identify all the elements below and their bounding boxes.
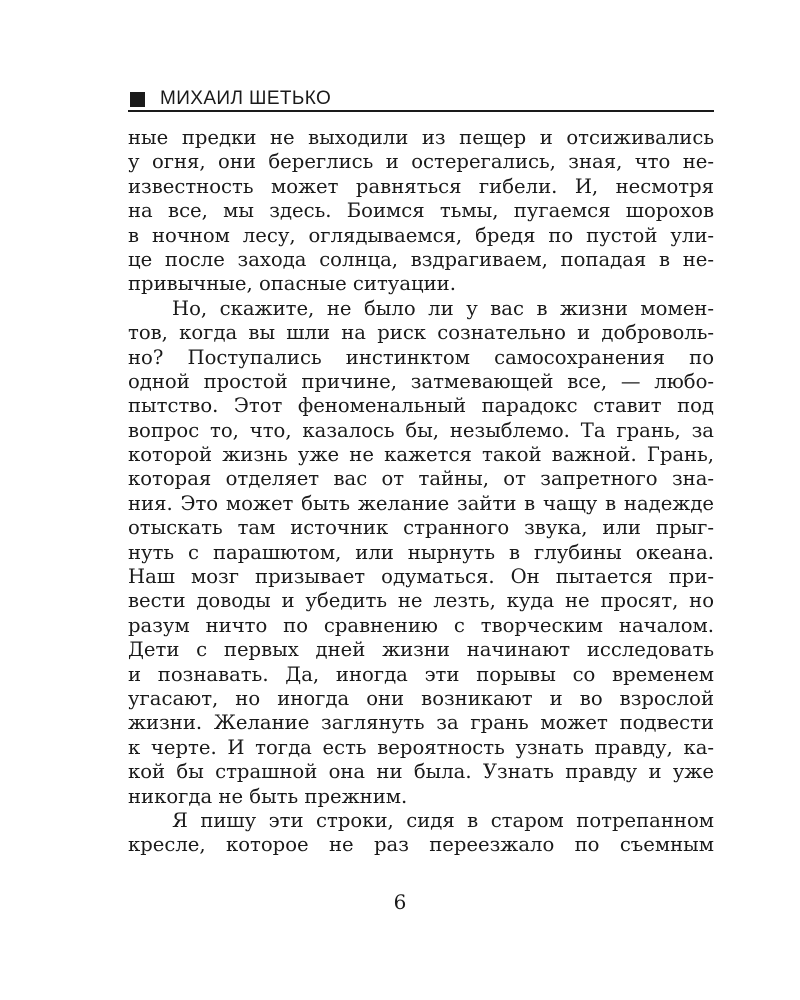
text-line: на все, мы здесь. Боимся тьмы, пугаемся шорохов: [128, 199, 714, 223]
text-line: никогда не быть прежним.: [128, 784, 408, 808]
text-line: Наш мозг призывает одуматься. Он пытается при-: [128, 565, 714, 589]
text-line: пытство. Этот феноменальный парадокс ставит под: [128, 394, 714, 418]
body-text: [128, 126, 714, 858]
text-line: Дети с первых дней жизни начинают исследовать: [128, 638, 714, 662]
text-line: которая отделяет вас от тайны, от запретного зна-: [128, 467, 714, 491]
author-name: МИХАИЛ ШЕТЬКО: [160, 88, 332, 109]
text-line: разум ничто по сравнению с творческим началом.: [128, 613, 714, 637]
text-line: Я пишу эти строки, сидя в старом потрепанном: [172, 808, 714, 832]
text-line: угасают, но иногда они возникают и во взрослой: [128, 686, 714, 710]
text-line: ния. Это может быть желание зайти в чащу в надежде: [128, 491, 714, 515]
text-line: у огня, они береглись и остерегались, зная, что не-: [128, 150, 714, 174]
text-line: кресле, которое не раз переезжало по съемным: [128, 833, 714, 857]
text-line: в ночном лесу, оглядываемся, бредя по пустой ули-: [128, 223, 714, 247]
text-line: вести доводы и убедить не лезть, куда не просят, но: [128, 589, 714, 613]
text-line: тов, когда вы шли на риск сознательно и доброволь-: [128, 321, 714, 345]
text-line: вопрос то, что, казалось бы, незыблемо. Та грань, за: [128, 418, 714, 442]
text-line: известность может равняться гибели. И, несмотря: [128, 174, 714, 198]
text-line: нуть с парашютом, или нырнуть в глубины океана.: [128, 540, 714, 564]
text-line: одной простой причине, затмевающей все, — любо-: [128, 369, 714, 393]
text-line: жизни. Желание заглянуть за грань может подвести: [128, 711, 714, 735]
text-line: ные предки не выходили из пещер и отсиживались: [128, 126, 714, 149]
text-line: но? Поступались инстинктом самосохранения по: [128, 345, 714, 369]
running-header: [128, 86, 714, 112]
text-line: и познавать. Да, иногда эти порывы со временем: [128, 662, 714, 686]
page-number: 6: [393, 890, 407, 914]
text-line: отыскать там источник странного звука, или прыг-: [128, 516, 714, 540]
text-line: к черте. И тогда есть вероятность узнать правду, ка-: [128, 735, 714, 759]
square-icon: [130, 92, 145, 107]
text-line: кой бы страшной она ни была. Узнать правду и уже: [128, 760, 714, 784]
text-line: привычные, опасные ситуации.: [128, 272, 456, 296]
text-line: которой жизнь уже не кажется такой важной. Грань,: [128, 443, 714, 467]
text-line: це после захода солнца, вздрагиваем, попадая в не-: [128, 247, 714, 271]
text-line: Но, скажите, не было ли у вас в жизни момен-: [172, 296, 714, 320]
